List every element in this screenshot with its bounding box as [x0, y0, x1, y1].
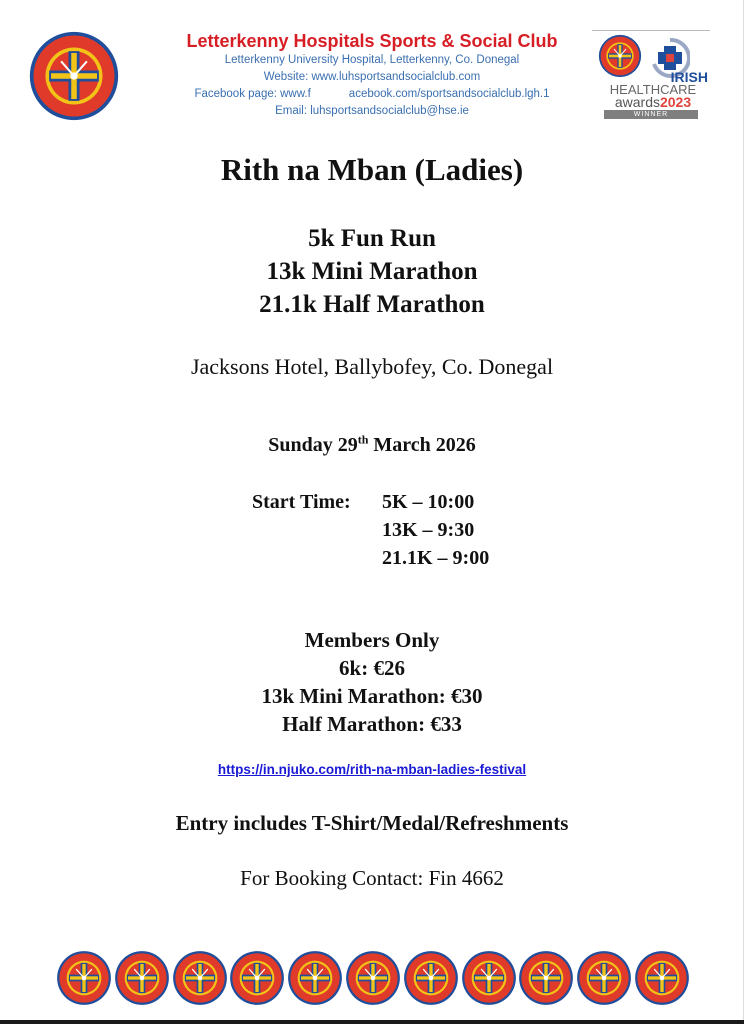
- start-time-item: 13K – 9:30: [382, 519, 475, 541]
- event-date: [0, 430, 744, 460]
- club-badge-icon: [576, 950, 632, 1006]
- members-heading: Members Only: [304, 628, 440, 652]
- club-header: [160, 30, 584, 120]
- facebook-line: [160, 86, 584, 103]
- registration-link-row: [0, 758, 744, 782]
- race-list: [0, 222, 744, 321]
- club-badge-icon: [114, 950, 170, 1006]
- club-name: Letterkenny Hospitals Sports & Social Club: [186, 31, 558, 51]
- price-item: Half Marathon: €33: [282, 712, 462, 736]
- club-badge-icon: [287, 950, 343, 1006]
- club-badge-icon: [172, 950, 228, 1006]
- start-time-list: [382, 488, 489, 572]
- award-healthcare: HEALTHCARE: [609, 82, 697, 97]
- award-awards-year: [598, 95, 708, 109]
- event-venue: Jacksons Hotel, Ballybofey, Co. Donegal: [190, 354, 554, 379]
- healthcare-award-badge: [592, 30, 710, 120]
- facebook-suffix: acebook.com/sportsandsocialclub.lgh.1: [348, 88, 550, 100]
- website-line: Website: www.luhsportsandsocialclub.com: [263, 71, 481, 83]
- event-title: Rith na Mban (Ladies): [220, 152, 524, 187]
- club-badge-icon: [518, 950, 574, 1006]
- club-badge-icon: [345, 950, 401, 1006]
- badge-row: [56, 950, 690, 1008]
- club-logo: [28, 30, 120, 122]
- booking-contact: For Booking Contact: Fin 4662: [240, 866, 504, 890]
- bottom-rule: [0, 1020, 744, 1024]
- start-time-label: Start Time:: [252, 491, 351, 513]
- award-awards-word: awards: [614, 94, 660, 110]
- members-pricing: [0, 626, 744, 738]
- registration-link[interactable]: https://in.njuko.com/rith-na-mban-ladies-festival: [217, 762, 527, 777]
- date-suffix: th: [357, 432, 369, 447]
- award-year: 2023: [659, 94, 692, 110]
- start-time-item: 21.1K – 9:00: [382, 547, 490, 569]
- price-item: 13k Mini Marathon: €30: [261, 684, 483, 708]
- email-line: Email: luhsportsandsocialclub@hse.ie: [275, 105, 469, 117]
- club-badge-icon: [56, 950, 112, 1006]
- race-item: 13k Mini Marathon: [266, 258, 478, 285]
- club-badge-icon: [403, 950, 459, 1006]
- start-time-item: 5K – 10:00: [382, 491, 475, 513]
- entry-includes: Entry includes T-Shirt/Medal/Refreshments: [175, 811, 569, 835]
- date-rest: March 2026: [368, 434, 476, 456]
- award-irish: IRISH: [670, 69, 708, 85]
- race-item: 21.1k Half Marathon: [259, 291, 485, 318]
- race-item: 5k Fun Run: [308, 225, 436, 252]
- facebook-prefix: Facebook page: www.f: [194, 88, 311, 100]
- club-badge-icon: [461, 950, 517, 1006]
- club-badge-icon: [229, 950, 285, 1006]
- award-winner: WINNER: [604, 110, 698, 119]
- date-prefix: Sunday 29: [268, 434, 358, 456]
- club-badge-icon: [634, 950, 690, 1006]
- hospital-address: Letterkenny University Hospital, Letterkenny, Co. Donegal: [224, 54, 520, 66]
- price-item: 6k: €26: [339, 656, 405, 680]
